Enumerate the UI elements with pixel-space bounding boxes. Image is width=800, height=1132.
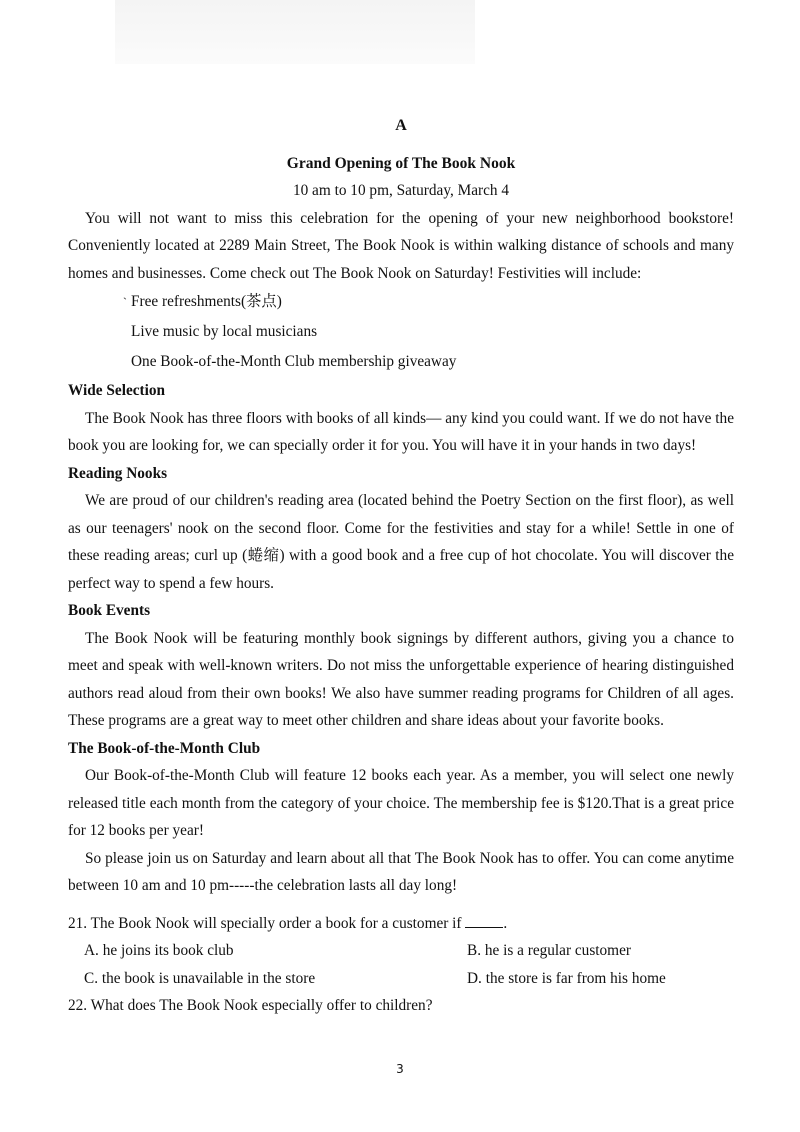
option-a: A. he joins its book club: [84, 942, 234, 959]
festivities-list: [68, 287, 734, 377]
festivity-item: ˋ Free refreshments(茶点): [131, 287, 734, 317]
answer-options: [68, 937, 734, 992]
closing-paragraph: So please join us on Saturday and learn about all that The Book Nook has to offer. You can come anytime between 10 am and 10 pm-----the celebration lasts all day long!: [68, 849, 734, 894]
answer-blank: [465, 913, 503, 928]
scan-shade: [115, 0, 475, 64]
section-letter: A: [395, 117, 407, 134]
question-stem: 21. The Book Nook will specially order a book for a customer if .: [68, 914, 508, 932]
question-22: 22. What does The Book Nook especially offer to children?: [68, 997, 433, 1014]
option-d: D. the store is far from his home: [467, 969, 666, 987]
option-c: C. the book is unavailable in the store: [84, 969, 316, 987]
article-title: Grand Opening of The Book Nook: [286, 154, 516, 172]
bullet-mark-icon: ˋ: [123, 295, 127, 309]
section-reading-nooks: [68, 460, 734, 598]
option-b: B. he is a regular customer: [467, 942, 631, 959]
article-subtitle: 10 am to 10 pm, Saturday, March 4: [292, 182, 510, 199]
section-heading: Reading Nooks: [68, 464, 168, 482]
document-body: [68, 112, 734, 1020]
question-21: [68, 910, 734, 993]
section-heading: Wide Selection: [68, 382, 166, 399]
section-paragraph: The Book Nook has three floors with books of all kinds— any kind you could want. If we do not have the book you are looking for, we can specially order it for you. You will have it in your hands in two days!: [68, 409, 734, 454]
section-heading: The Book-of-the-Month Club: [68, 739, 261, 757]
festivity-item: Live music by local musicians: [131, 323, 318, 340]
festivity-item: One Book-of-the-Month Club membership giveaway: [131, 353, 457, 370]
section-paragraph: We are proud of our children's reading area (located behind the Poetry Section on the first floor), as well as our teenagers' nook on the second floor. Come for the festivities and stay for a while! Settle in one of these reading areas; curl up (蜷缩) with a good book and a free cup of hot chocolate. You will discover the perfect way to spend a few hours.: [68, 492, 734, 592]
section-paragraph: The Book Nook will be featuring monthly book signings by different authors, giving you a chance to meet and speak with well-known writers. Do not miss the unforgettable experience of hearing distinguished authors read aloud from their own books! We also have summer reading programs for Children of all ages. These programs are a great way to meet other children and share ideas about your favorite books.: [68, 629, 734, 729]
section-book-events: [68, 597, 734, 735]
section-paragraph: Our Book-of-the-Month Club will feature 12 books each year. As a member, you will select one newly released title each month from the category of your choice. The membership fee is $120.That is a great price for 12 books per year!: [68, 767, 734, 839]
section-wide-selection: [68, 377, 734, 460]
section-heading: Book Events: [68, 602, 151, 619]
page-number: 3: [396, 1062, 404, 1076]
intro-paragraph: You will not want to miss this celebration for the opening of your new neighborhood bookstore! Conveniently located at 2289 Main Street, The Book Nook is within walking distance of schools and many homes and businesses. Come check out The Book Nook on Saturday! Festivities will include:: [68, 209, 734, 282]
section-book-club: [68, 735, 734, 845]
